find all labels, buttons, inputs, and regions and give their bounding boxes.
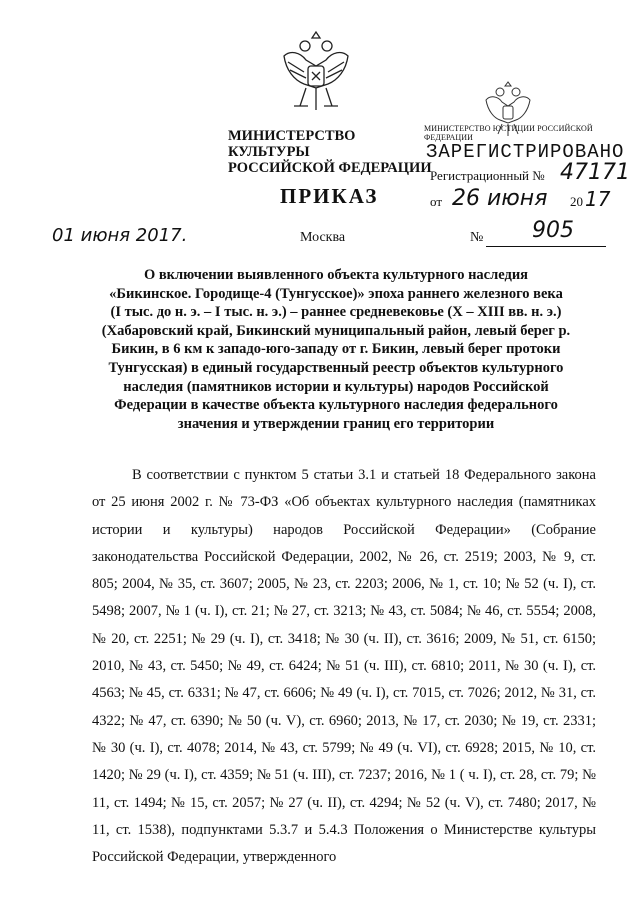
- document-type: ПРИКАЗ: [280, 184, 379, 208]
- title-line: О включении выявленного объекта культурного наследия: [143, 267, 529, 283]
- stamp-year-prefix: 20: [570, 194, 583, 209]
- title-line: «Бикинское. Городище-4 (Тунгусское)» эпоха раннего железного века: [109, 285, 563, 302]
- order-title: [86, 266, 586, 433]
- stamp-reg-label: Регистрационный №: [430, 168, 545, 183]
- title-line: Бикин, в 6 км к западо-юго-западу от г. Бикин, левый берег протоки: [111, 341, 561, 358]
- ministry-line-2: РОССИЙСКОЙ ФЕДЕРАЦИИ: [228, 160, 432, 176]
- coat-of-arms-emblem: [276, 26, 356, 122]
- stamp-header: МИНИСТЕРСТВО ЮСТИЦИИ РОССИЙСКОЙ ФЕДЕРАЦИИ: [424, 124, 593, 142]
- title-line: (Хабаровский край, Бикинский муниципальный район, левый берег р.: [101, 322, 571, 339]
- number-label: №: [470, 230, 484, 245]
- title-line: Тунгусская) в единый государственный реестр объектов культурного: [108, 359, 564, 376]
- ministry-name: [228, 128, 438, 176]
- title-line: наследия (памятников истории и культуры) народов Российской: [123, 378, 549, 395]
- stamp-title: ЗАРЕГИСТРИРОВАНО: [426, 141, 625, 163]
- body-text: [92, 462, 596, 871]
- handwritten-number: 905: [532, 218, 574, 243]
- title-line: Федерации в качестве объекта культурного наследия федерального: [114, 397, 558, 414]
- body-paragraph: В соответствии с пунктом 5 статьи 3.1 и статьей 18 Федерального закона от 25 июня 2002 г. № 73-ФЗ «Об объектах культурного наследия (памятниках истории и культуры) народов Российской Федерации» (Собрание законодательства Российской Федерации, 2002, № 26, ст. 2519; 2003, № 9, ст. 805; 2004, № 35, ст. 3607; 2005, № 23, ст. 2203; 2006, № 1, ст. 10; № 52 (ч. I), ст. 5498; 2007, № 1 (ч. I), ст. 21; № 27, ст. 3213; № 43, ст. 5084; № 46, ст. 5554; 2008, № 20, ст. 2251; № 29 (ч. I), ст. 3418; № 30 (ч. II), ст. 3616; 2009, № 51, ст. 6150; 2010, № 43, ст. 5450; № 49, ст. 6424; № 51 (ч. III), ст. 6810; 2011, № 30 (ч. I), ст. 4563; № 45, ст. 6331; № 47, ст. 6606; № 49 (ч. I), ст. 7015, ст. 7026; 2012, № 31, ст. 4322; № 47, ст. 6390; № 50 (ч. V), ст. 6960; 2013, № 17, ст. 2030; № 19, ст. 2331; № 30 (ч. I), ст. 4078; 2014, № 43, ст. 5799; № 49 (ч. VI), ст. 6928; 2015, № 10, ст. 1420; № 29 (ч. I), ст. 4359; № 51 (ч. III), ст. 7237; 2016, № 1 ( ч. I), ст. 28, ст. 79; № 11, ст. 1494; № 15, ст. 2057; № 27 (ч. II), ст. 4294; № 52 (ч. V), ст. 7480; 2017, № 11, ст. 1538), подпунктами 5.3.7 и 5.4.3 Положения о Министерстве культуры Российской Федерации, утвержденного: [92, 467, 596, 866]
- handwritten-date: 01 июня 2017.: [52, 225, 188, 246]
- stamp-year-suffix: 17: [585, 187, 611, 211]
- stamp-date-value: 26 июня: [452, 186, 548, 211]
- title-line: (I тыс. до н. э. – I тыс. н. э.) – раннее средневековье (X – XIII вв. н. э.): [110, 304, 562, 321]
- city: Москва: [300, 230, 346, 245]
- stamp-date-prefix: от: [430, 194, 443, 209]
- ministry-line-1: МИНИСТЕРСТВО КУЛЬТУРЫ: [228, 128, 356, 160]
- number-underline: [486, 246, 606, 247]
- title-line: значения и утверждении границ его территории: [177, 415, 495, 432]
- stamp-reg-number: 47171: [560, 160, 630, 185]
